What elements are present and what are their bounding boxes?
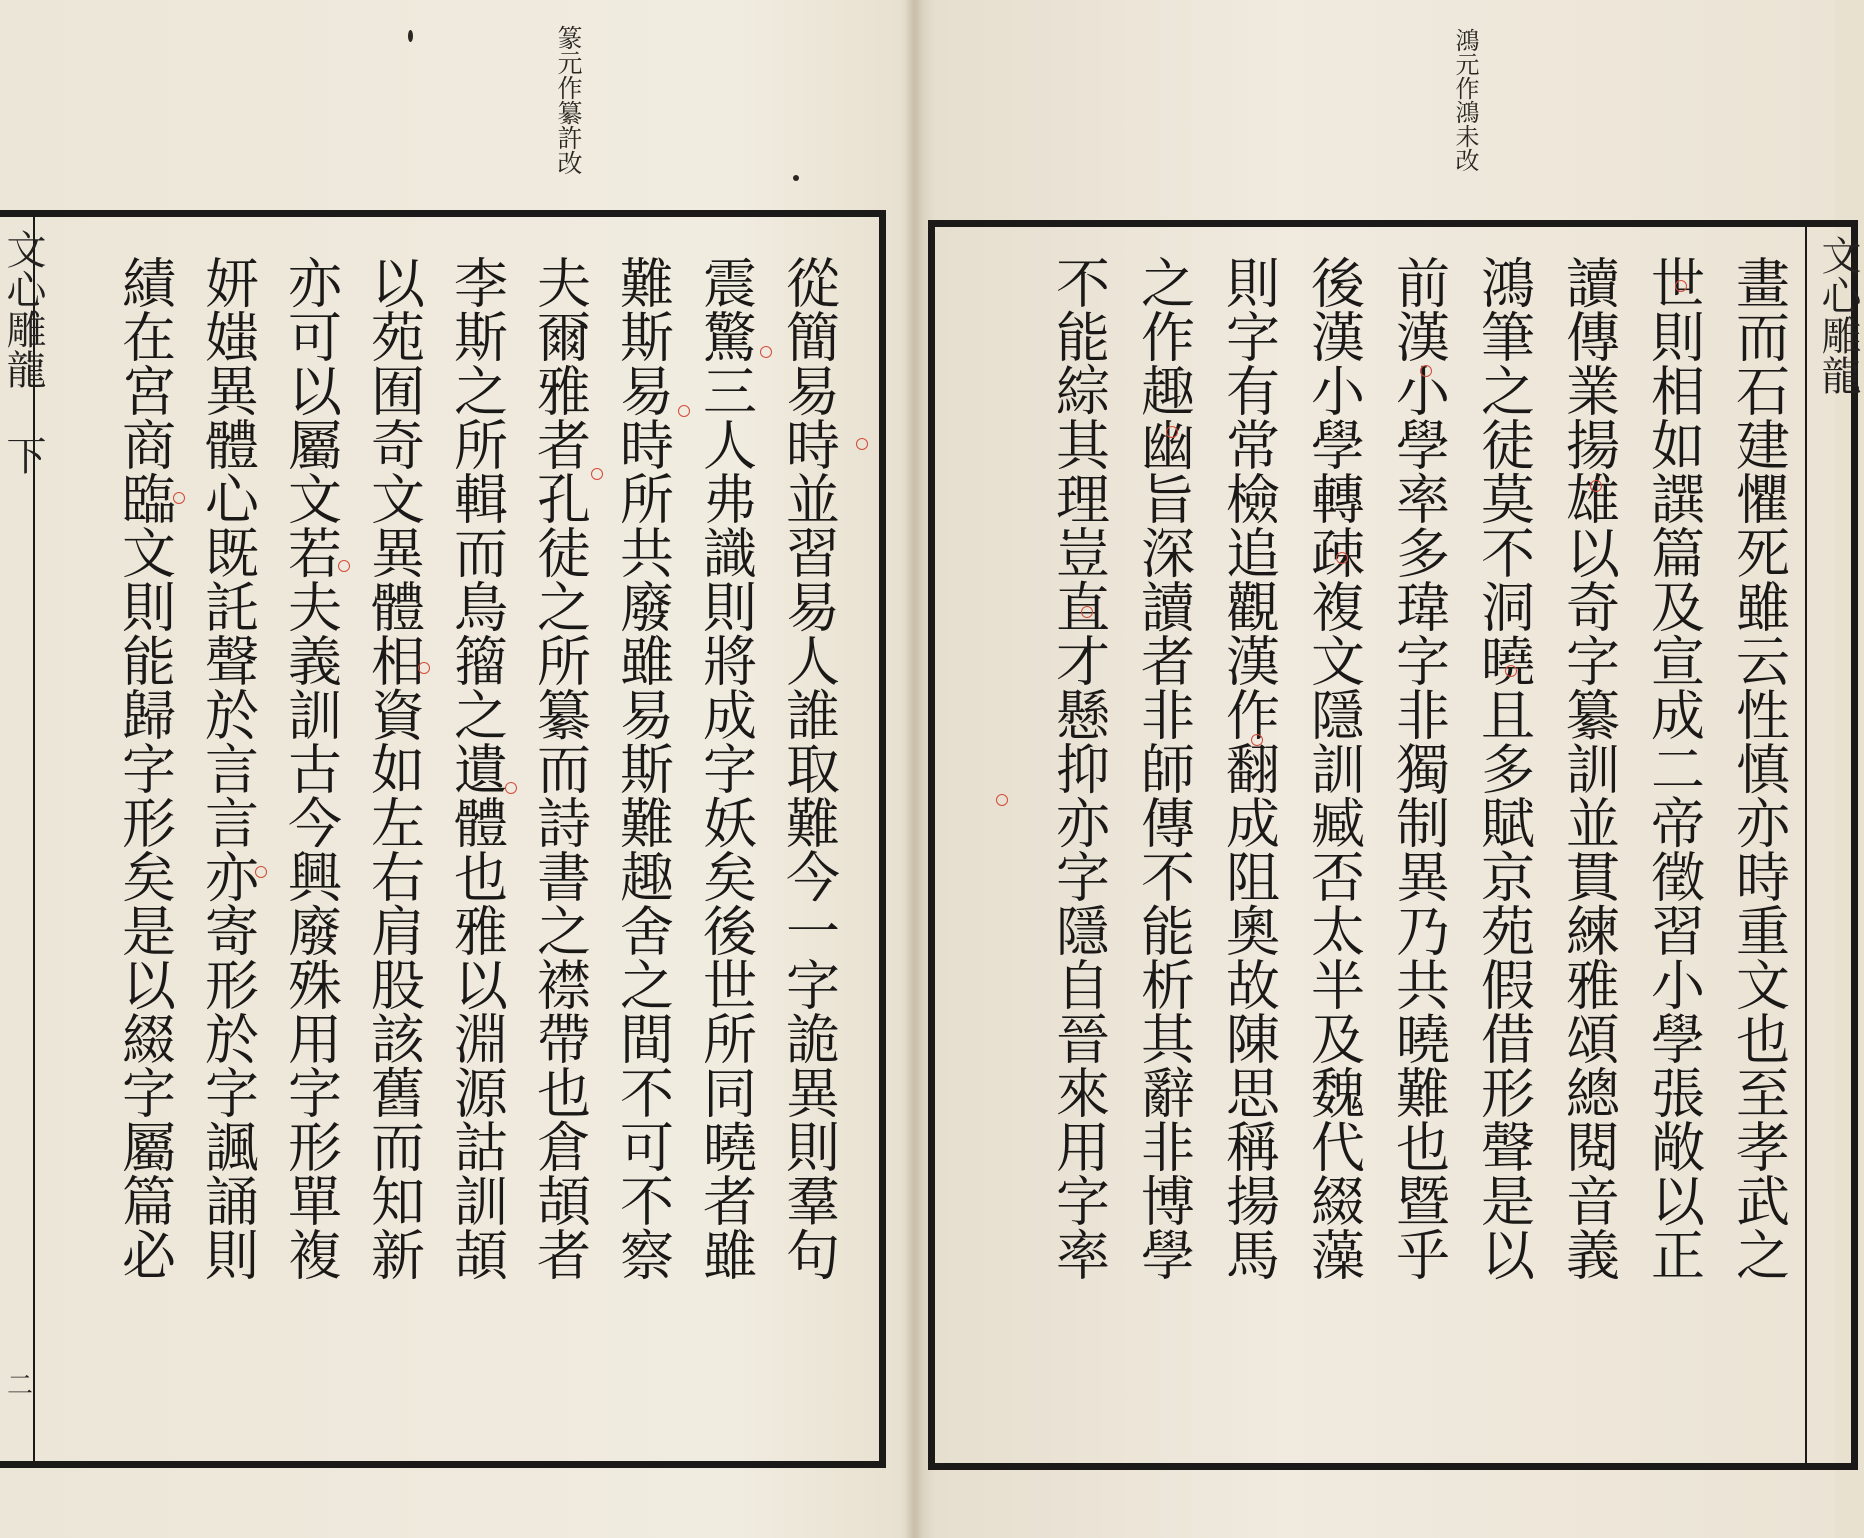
right-column-3 — [1556, 255, 1622, 1281]
left-column-7 — [278, 255, 344, 1281]
right-column-7 — [1216, 255, 1282, 1281]
punctuation-circle — [505, 782, 517, 794]
right-page-frame — [928, 220, 1861, 1470]
right-inner-rule — [1805, 227, 1807, 1463]
column-text: 讀傳業揚雄以奇字纂訓並貫練雅頌總閱音義 — [1557, 255, 1621, 1281]
punctuation-circle — [856, 438, 868, 450]
punctuation-circle — [1336, 552, 1348, 564]
punctuation-circle — [760, 346, 772, 358]
right-head-note: 鴻元作鴻未改 — [1451, 28, 1479, 172]
punctuation-circle — [1675, 280, 1687, 292]
ink-dot — [793, 175, 799, 181]
right-column-2 — [1641, 255, 1707, 1281]
column-text: 亦可以屬文若夫義訓古今興廢殊用字形單複 — [279, 255, 343, 1281]
column-text: 妍媸異體心既託聲於言言亦寄形於字諷誦則 — [196, 255, 260, 1281]
column-text: 績在宮商臨文則能歸字形矣是以綴字屬篇必 — [113, 255, 177, 1281]
punctuation-circle — [996, 794, 1008, 806]
punctuation-circle — [1590, 480, 1602, 492]
column-text: 不能綜其理豈直才懸抑亦字隱自晉來用字率 — [1047, 255, 1111, 1281]
column-text: 以苑囿奇文異體相資如左右肩股該舊而知新 — [362, 255, 426, 1281]
punctuation-circle — [1420, 365, 1432, 377]
punctuation-circle — [678, 405, 690, 417]
right-column-1 — [1726, 255, 1792, 1281]
column-text: 夫爾雅者孔徒之所纂而詩書之襟帶也倉頡者 — [528, 255, 592, 1281]
left-column-2 — [693, 255, 759, 1281]
punctuation-circle — [1251, 734, 1263, 746]
left-margin-title: 文心雕龍 下 — [0, 229, 46, 475]
ink-dot — [408, 30, 413, 42]
right-margin-title: 文心雕龍 — [1815, 235, 1861, 395]
left-column-9 — [112, 255, 178, 1281]
punctuation-circle — [1166, 426, 1178, 438]
punctuation-circle — [418, 662, 430, 674]
column-text: 世則相如譔篇及宣成二帝徵習小學張敞以正 — [1642, 255, 1706, 1281]
left-column-6 — [361, 255, 427, 1281]
punctuation-circle — [173, 492, 185, 504]
left-column-8 — [195, 255, 261, 1281]
column-text: 難斯易時所共廢雖易斯難趣舍之間不可不察 — [611, 255, 675, 1281]
right-column-5 — [1386, 255, 1452, 1281]
punctuation-circle — [591, 468, 603, 480]
book-gutter — [905, 0, 923, 1538]
punctuation-circle — [338, 560, 350, 572]
column-text: 鴻筆之徒莫不洞曉且多賦京苑假借形聲是以 — [1472, 255, 1536, 1281]
left-head-note: 篆元作纂許改 — [554, 25, 583, 175]
left-column-4 — [527, 255, 593, 1281]
punctuation-circle — [1505, 665, 1517, 677]
column-text: 畫而石建懼死雖云性慎亦時重文也至孝武之 — [1727, 255, 1791, 1281]
column-text: 李斯之所輯而鳥籀之遺體也雅以淵源詁訓頡 — [445, 255, 509, 1281]
left-page-frame — [0, 210, 886, 1468]
right-column-6 — [1301, 255, 1367, 1281]
left-column-5 — [444, 255, 510, 1281]
column-text: 前漢小學率多瑋字非獨制異乃共曉難也暨乎 — [1387, 255, 1451, 1281]
left-column-3 — [610, 255, 676, 1281]
right-column-9 — [1046, 255, 1112, 1281]
left-column-1 — [776, 255, 842, 1281]
left-page-number: 二 — [7, 1371, 34, 1401]
punctuation-circle — [1081, 606, 1093, 618]
column-text: 震驚三人弗識則將成字妖矣後世所同曉者雖 — [694, 255, 758, 1281]
column-text: 之作趣幽旨深讀者非師傳不能析其辭非博學 — [1132, 255, 1196, 1281]
column-text: 則字有常檢追觀漢作翻成阻奧故陳思稱揚馬 — [1217, 255, 1281, 1281]
right-column-8 — [1131, 255, 1197, 1281]
right-column-4 — [1471, 255, 1537, 1281]
punctuation-circle — [255, 866, 267, 878]
column-text: 從簡易時並習易人誰取難今一字詭異則羣句 — [777, 255, 841, 1281]
column-text: 後漢小學轉疎複文隱訓臧否太半及魏代綴藻 — [1302, 255, 1366, 1281]
